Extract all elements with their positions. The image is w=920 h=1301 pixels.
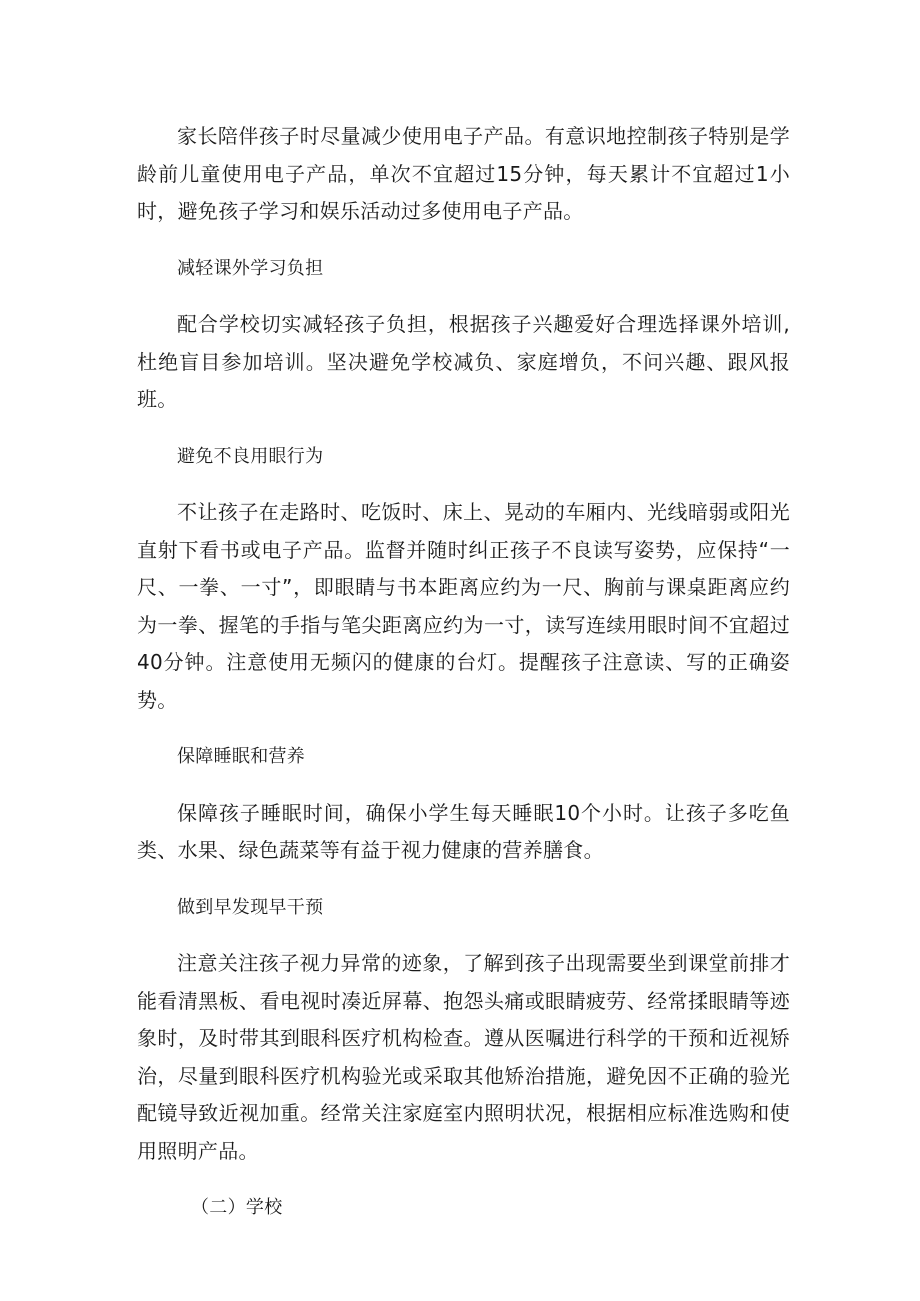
paragraph-electronics-limit: 家长陪伴孩子时尽量减少使用电子产品。有意识地控制孩子特别是学龄前儿童使用电子产品，单次不宜超过15分钟，每天累计不宜超过1小时，避免孩子学习和娱乐活动过多使用电子产品。 xyxy=(137,124,790,223)
paragraph-eye-habits: 不让孩子在走路时、吃饭时、床上、晃动的车厢内、光线暗弱或阳光直射下看书或电子产品。监督并随时纠正孩子不良读写姿势，应保持“一尺、一拳、一寸”，即眼睛与书本距离应约为一尺、胸前与课桌距离应约为一拳、握笔的手指与笔尖距离应约为一寸，读写连续用眼时间不宜超过40分钟。注意使用无频闪的健康的台灯。提醒孩子注意读、写的正确姿势。 xyxy=(137,500,790,712)
paragraph-sleep-nutrition: 保障孩子睡眠时间，确保小学生每天睡眠10个小时。让孩子多吃鱼类、水果、绿色蔬菜等有益于视力健康的营养膳食。 xyxy=(137,800,790,862)
heading-early-detection: 做到早发现早干预 xyxy=(177,896,324,918)
heading-reduce-homework: 减轻课外学习负担 xyxy=(177,257,324,279)
document-body xyxy=(137,118,790,1227)
paragraph-reduce-homework: 配合学校切实减轻孩子负担，根据孩子兴趣爱好合理选择课外培训,杜绝盲目参加培训。坚决避免学校减负、家庭增负，不问兴趣、跟风报班。 xyxy=(137,312,790,411)
heading-sleep-nutrition: 保障睡眠和营养 xyxy=(177,746,306,767)
heading-eye-habits: 避免不良用眼行为 xyxy=(177,445,324,467)
section-heading-school: （二）学校 xyxy=(191,1197,283,1218)
paragraph-early-detection: 注意关注孩子视力异常的迹象，了解到孩子出现需要坐到课堂前排才能看清黑板、看电视时凑近屏幕、抱怨头痛或眼睛疲劳、经常揉眼睛等迹象时，及时带其到眼科医疗机构检查。遵从医嘱进行科学的干预和近视矫治，尽量到眼科医疗机构验光或采取其他矫治措施，避免因不正确的验光配镜导致近视加重。经常关注家庭室内照明状况，根据相应标准选购和使用照明产品。 xyxy=(137,951,790,1163)
